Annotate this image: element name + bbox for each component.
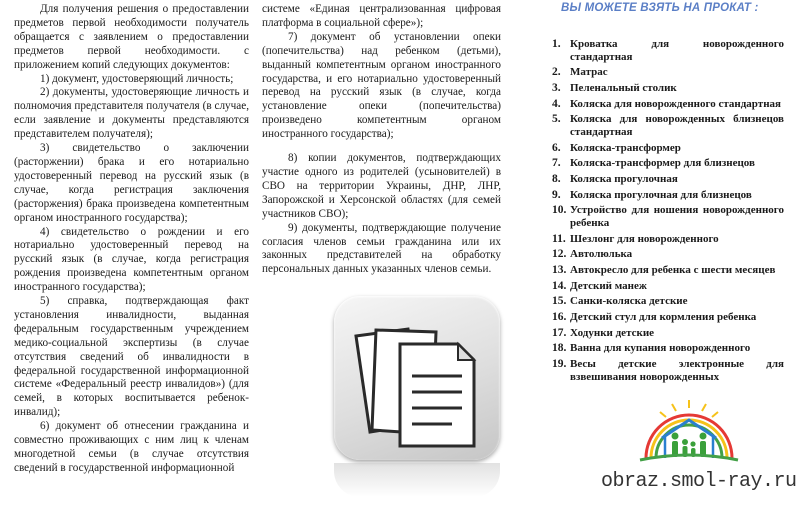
list-item: 1. Кроватка для новорожденного стандартная — [552, 38, 784, 63]
list-item: 9. Коляска прогулочная для близнецов — [552, 188, 752, 201]
document-item: 5) справка, подтверждающая факт установления инвалидности, выданная федеральным государственным учреждением медико-социальной экспертизы (в случае отсутствия сведений об инвалидности в федеральной государственной информационной системе «Федеральный реестр инвалидов») (для семей, в которых воспитывается ребенок-инвалид); — [14, 295, 249, 419]
documents-icon — [334, 296, 500, 460]
intro-paragraph: Для получения решения о предоставлении предметов первой необходимости получатель обращается с заявлением о предоставлении предметов первой необходимости. с приложением копий следующих документов: — [14, 3, 249, 71]
continuation-text: системе «Единая централизованная цифровая платформа в социальной сфере»); — [262, 3, 501, 29]
list-item: 6. Коляска-трансформер — [552, 141, 681, 154]
list-item: 8. Коляска прогулочная — [552, 173, 678, 185]
list-item: 10. Устройство для ношения новорожденного ребенка — [552, 204, 784, 229]
list-item: 7. Коляска-трансформер для близнецов — [552, 157, 755, 170]
list-item: 14. Детский манеж — [552, 279, 647, 292]
document-item: 7) документ об установлении опеки (попечительства) над ребенком (детьми), выданный компетентным органом иностранного государства, и его нотариально удостоверенный перевод на русский язык (в случае, когда установление опеки (попечительства) произведено компетентным органом иностранного государства); — [262, 30, 501, 141]
middle-column — [262, 3, 501, 277]
document-item: 3) свидетельство о заключении (расторжении) брака и его нотариально удостоверенный перевод на русский язык (в случае, когда регистрация заключения (расторжения) брака произведена компетентным органом иностранного государства); — [14, 142, 249, 224]
left-column — [14, 3, 249, 476]
list-item: 18. Ванна для купания новорожденного — [552, 342, 751, 355]
list-item: 12. Автолюлька — [552, 248, 633, 261]
family-house-rainbow-logo — [632, 398, 746, 468]
document-item: 6) документ об отнесении гражданина и совместно проживающих с ним лиц к членам многодетной семьи (в случае отсутствия сведений в государственной информационной — [14, 420, 249, 474]
list-item: 13. Автокресло для ребенка с шести месяцев — [552, 264, 776, 277]
document-item: 1) документ, удостоверяющий личность; — [40, 72, 234, 85]
list-item: 16. Детский стул для кормления ребенка — [552, 311, 757, 324]
document-item: 9) документы, подтверждающие получение согласия членов семьи гражданина или их законных представителей на обработку персональных данных указанных членов семьи. — [262, 221, 501, 276]
website-watermark: obraz.smol-ray.ru — [601, 470, 797, 493]
document-item: 8) копии документов, подтверждающих участие одного из родителей (усыновителей) в СВО на территории Украины, ДНР, ЛНР, Запорожской и Херсонской областях (для семей участников СВО); — [262, 152, 501, 220]
tile-reflection — [334, 463, 500, 497]
document-item: 4) свидетельство о рождении и его нотариально удостоверенный перевод на русский язык (в случае, когда регистрация рождения произведена компетентным органом иностранного государства); — [14, 225, 249, 294]
list-item: 19. Весы детские электронные для взвешивания новорожденных — [552, 358, 784, 383]
list-item: 17. Ходунки детские — [552, 326, 655, 339]
rental-list — [552, 38, 784, 386]
list-item: 5. Коляска для новорожденных близнецов стандартная — [552, 113, 784, 138]
list-item: 15. Санки-коляска детские — [552, 295, 688, 308]
list-item: 11. Шезлонг для новорожденного — [552, 232, 719, 245]
rental-heading: ВЫ МОЖЕТЕ ВЗЯТЬ НА ПРОКАТ : — [561, 2, 759, 14]
list-item: 2. Матрас — [552, 66, 608, 79]
list-item: 4. Коляска для новорожденного стандартная — [552, 97, 781, 110]
list-item: 3. Пеленальный столик — [552, 81, 677, 94]
document-item: 2) документы, удостоверяющие личность и полномочия представителя получателя (в случае, если заявление и документы представляются представителем получателя); — [14, 86, 249, 141]
